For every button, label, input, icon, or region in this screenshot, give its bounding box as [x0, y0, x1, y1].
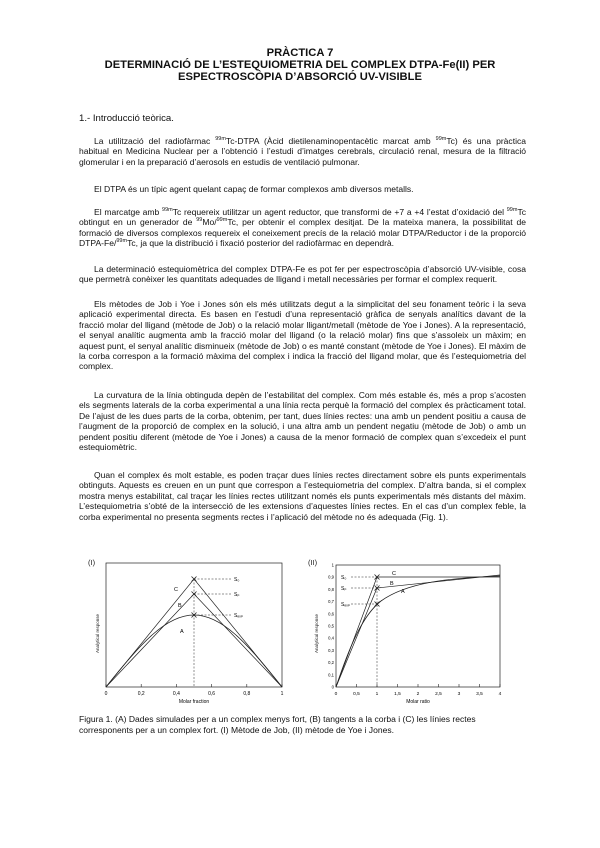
- curve-label-c: C: [392, 571, 396, 577]
- figure-panel-yoe-jones: [306, 553, 516, 705]
- x-tick-label: 1,5: [394, 692, 401, 697]
- x-tick-label: 0,5: [353, 692, 360, 697]
- x-tick-label: 0,6: [208, 691, 216, 697]
- curve-c-lines: [336, 577, 500, 687]
- level-label-sp: Sₚ: [341, 586, 347, 592]
- y-axis-label: Analytical response: [95, 613, 100, 653]
- level-label-s0: S₀: [234, 577, 240, 583]
- panel-label: (II): [308, 558, 318, 567]
- x-tick-label: 0,2: [137, 691, 145, 697]
- y-tick-label: 1: [331, 562, 334, 568]
- y-tick-label: 0,6: [328, 611, 334, 617]
- curve-label-c: C: [174, 587, 178, 593]
- paragraph-stoichiometry: La determinació estequiomètrica del complex DTPA-Fe es pot fer per espectroscòpia d’absorció UV-visible, cosa que permetrà conèixer les quantitats adequades de lligand i metall necessàries per formar el complex requerit.: [79, 264, 526, 285]
- x-tick-label: 1: [375, 692, 379, 697]
- y-tick-label: 0,1: [328, 672, 334, 678]
- x-tick-label: 0,4: [172, 691, 180, 697]
- curve-label-b: B: [178, 603, 182, 609]
- y-axis-label: Analytical response: [314, 613, 319, 653]
- figure-caption: Figura 1. (A) Dades simulades per a un complex menys fort, (B) tangents a la corba i (C) les línies rectes corresponents per a un complex fort. (I) Mètode de Job, (II) mètode de Yoe i Jones.: [79, 714, 476, 735]
- x-tick-label: 0,8: [243, 691, 251, 697]
- x-tick-label: 3: [457, 692, 461, 697]
- paragraph-labelling: El marcatge amb $^{99m}$Tc requereix utilitzar un agent reductor, que transformi de +7 a +4 l’estat d’oxidació del $^{99m}$Tc obtingut en un generador de $^{99}$Mo/$^{99m}$Tc, per obtenir el complex desitjat. De la mateixa manera, la possibilitat de formació de diversos complexos requereix el coneixement precís de la relació molar DTPA/Reductor i de la proporció DTPA-Fe/$^{99m}$Tc, ja que la distribució i fixació posterior del radiofàrmac en dependrà.: [79, 207, 526, 249]
- y-tick-label: 0,9: [328, 574, 334, 580]
- x-tick-label: 3,5: [476, 692, 483, 697]
- x-tick-label: 1: [280, 691, 284, 697]
- document-title-line1: DETERMINACIÓ DE L’ESTEQUIOMETRIA DEL COMPLEX DTPA-Fe(II) PER: [104, 59, 496, 71]
- x-tick-label: 2: [416, 692, 420, 697]
- y-tick-label: 0,2: [328, 660, 334, 666]
- paragraph-curvature: La curvatura de la línia obtinguda depèn de l’estabilitat del complex. Com més estable és, més a prop s’acosten els segments laterals de la corba experimental a una línia recta perquè la formació del complex és pràcticament total. De l’ajust de les dues parts de la corba, obtenim, per tant, dues línies rectes: una amb un pendent positiu a causa de l’augment de la proporció de complex en la solució, i una altra amb un pendent negatiu (mètode de Job) o amb un pendent positiu diferent (mètode de Yoe i Jones) a causa de la menor formació de complex quan s’excedeix el punt estequiomètric.: [79, 390, 526, 453]
- x-tick-label: 2,5: [435, 692, 442, 697]
- curve-label-a: A: [401, 589, 405, 595]
- curve-a-experimental: [336, 576, 500, 687]
- level-label-sexp: Sₑₓₚ: [341, 602, 350, 608]
- x-tick-label: 4: [498, 692, 502, 697]
- y-tick-label: 0,3: [328, 647, 334, 653]
- x-axis-label: Molar ratio: [406, 699, 430, 705]
- level-label-sp: Sₚ: [234, 592, 240, 598]
- paragraph-methods: Els mètodes de Job i Yoe i Jones són els més utilitzats degut a la simplicitat del seu fonament teòric i la seva aplicació experimental directa. Es basen en l’estudi d’una representació gràfica de senyals analítics davant de la fracció molar del lligand (mètode de Job) o la relació molar lligant/metall (mètode de Yoe i Jones). A la representació, el senyal analític augmenta amb la fracció molar del lligand (o la relació molar) fins que s’assoleix un màxim; en aquest punt, el senyal analític disminueix (mètode de Job) o es manté constant (mètode de Yoe i Jones). El màxim de la corba correspon a la formació màxima del complex i indica la fracció del lligand molar, que és l’estequiometria del complex.: [79, 299, 526, 372]
- x-axis-label: Molar fraction: [178, 699, 210, 705]
- curve-label-b: B: [390, 581, 394, 587]
- figure-panel-job: [86, 553, 296, 705]
- y-tick-label: 0,5: [328, 623, 334, 629]
- panel-label: (I): [88, 558, 96, 567]
- curve-label-a: A: [180, 629, 184, 635]
- practice-title: PRÀCTICA 7: [266, 47, 334, 59]
- y-tick-labels: [328, 563, 334, 690]
- level-label-sexp: Sₑₓₚ: [234, 613, 243, 619]
- curve-b-tangents: [336, 575, 500, 687]
- y-tick-label: 0,8: [328, 586, 334, 592]
- document-title-line2: ESPECTROSCÒPIA D’ABSORCIÓ UV-VISIBLE: [178, 71, 422, 83]
- section-heading: 1.- Introducció teòrica.: [79, 113, 174, 124]
- level-label-s0: S₀: [341, 575, 347, 581]
- x-ticks: [336, 684, 500, 687]
- x-tick-label: 0: [104, 691, 108, 697]
- y-tick-label: 0,7: [328, 599, 334, 605]
- x-tick-label: 0: [334, 692, 338, 697]
- y-tick-label: 0: [331, 684, 334, 690]
- y-tick-label: 0,4: [328, 635, 334, 641]
- paragraph-stable-complex: Quan el complex és molt estable, es poden traçar dues línies rectes directament sobre els punts experimentals obtinguts. Aquests es creuen en un punt que correspon a l’estequiometria del complex. D’altra banda, si el complex mostra menys estabilitat, cal traçar les línies rectes utilitzant només els punts experimentals més distants del màxim. L’estequiometria s’obté de la intersecció de les extensions d’aquestes línies rectes. En el cas d’un complex feble, la corba experimental no presenta segments rectes i l’aplicació del mètode no és adequada (Fig. 1).: [79, 470, 526, 522]
- paragraph-dtpa: El DTPA és un típic agent quelant capaç de formar complexos amb diversos metalls.: [94, 184, 414, 194]
- paragraph-radiopharmaceutical: La utilització del radiofàrmac $^{99m}$Tc-DTPA (Àcid dietilenaminopentacètic marcat amb $^{99m}$Tc) és una pràctica habitual en Medicina Nuclear per a l’obtenció i l’estudi d’imatges cerebrals, circulació renal, mesura de la filtració glomerular i en la preparació d’aerosols en estudis de ventilació pulmonar.: [79, 136, 527, 167]
